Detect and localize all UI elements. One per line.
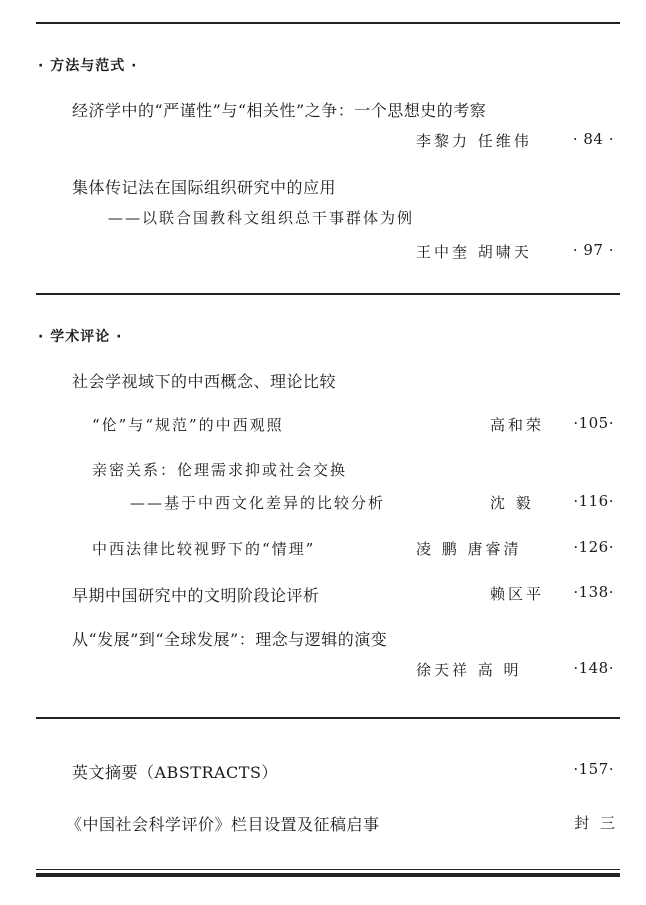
entry-title: 经济学中的“严谨性”与“相关性”之争：一个思想史的考察: [72, 101, 487, 120]
entry-authors: 凌 鹏 唐睿清: [416, 540, 522, 558]
group-title: 社会学视域下的中西概念、理论比较: [72, 372, 337, 391]
entry-title: 从“发展”到“全球发展”：理念与逻辑的演变: [72, 630, 388, 649]
section-divider: [36, 293, 620, 295]
entry-subtitle: ——以联合国教科文组织总干事群体为例: [108, 209, 415, 227]
entry-page: ·105·: [573, 414, 614, 432]
entry-title: 集体传记法在国际组织研究中的应用: [72, 178, 337, 197]
section-heading-methods: · 方法与范式 ·: [38, 58, 138, 74]
entry-authors: 李黎力 任维伟: [416, 132, 532, 150]
entry-title: 早期中国研究中的文明阶段论评析: [72, 586, 320, 605]
section-heading-reviews: · 学术评论 ·: [38, 329, 123, 345]
back-page: ·157·: [573, 760, 614, 778]
entry-subtitle: ——基于中西文化差异的比较分析: [130, 494, 386, 512]
back-title-notice: 《中国社会科学评价》栏目设置及征稿启事: [66, 815, 380, 834]
entry-authors: 徐天祥 高 明: [416, 661, 522, 679]
entry-authors: 赖区平: [490, 585, 545, 603]
section-divider: [36, 717, 620, 719]
entry-page: ·138·: [573, 583, 614, 601]
entry-authors: 沈 毅: [490, 494, 534, 512]
back-page: 封 三: [574, 814, 618, 832]
entry-page: · 84 ·: [572, 130, 614, 148]
top-rule: [36, 22, 620, 24]
entry-authors: 王中奎 胡啸天: [416, 243, 532, 261]
entry-title: 中西法律比较视野下的“情理”: [92, 540, 316, 558]
entry-page: ·116·: [573, 492, 614, 510]
entry-title: “伦”与“规范”的中西观照: [92, 416, 284, 434]
entry-title: 亲密关系：伦理需求抑或社会交换: [92, 461, 348, 479]
bottom-rule-thin: [36, 869, 620, 870]
back-title-abstracts: 英文摘要（ABSTRACTS）: [72, 763, 278, 782]
entry-page: · 97 ·: [572, 241, 614, 259]
entry-page: ·148·: [573, 659, 614, 677]
bottom-rule-thick: [36, 873, 620, 877]
entry-page: ·126·: [573, 538, 614, 556]
entry-authors: 高和荣: [490, 416, 545, 434]
